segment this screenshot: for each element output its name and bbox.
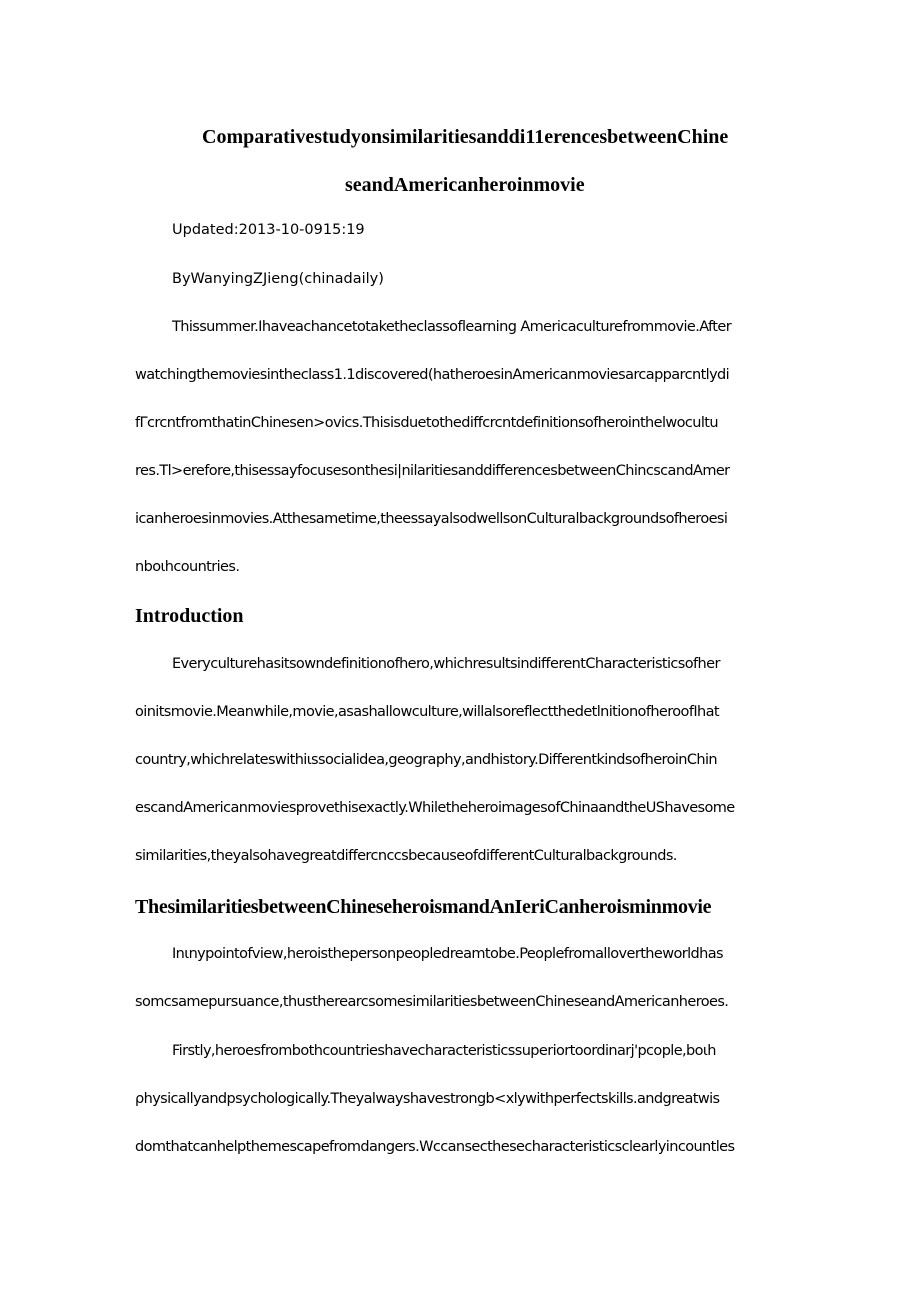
introduction-line: oinitsmovie.Meanwhile,movie,asashallowculture,willalsoreflectthedetlnitionofheroofIhat	[135, 704, 719, 720]
updated-timestamp: Updated:2013-10-0915:19	[172, 222, 365, 238]
abstract-line: nboιhcountries.	[135, 559, 240, 575]
document-title-line-1: Comparativestudyonsimilaritiesanddi11erencesbetweenChine	[202, 126, 729, 148]
similarities-line: Inιnypointofview,heroisthepersonpeopledreamtobe.Peoplefromallovertheworldhas	[172, 946, 723, 962]
section-heading-similarities: ThesimilaritiesbetweenChineseheroismandAnIeriCanheroisminmovie	[135, 896, 712, 918]
byline: ByWanyingZJieng(chinadaily)	[172, 271, 384, 287]
introduction-line: country,whichrelateswithiιssocialidea,geography,andhistory.DifferentkindsofheroinChin	[135, 752, 717, 768]
similarities-line: Firstly,heroesfrombothcountrieshavecharacteristicssuperiortoordinarj'pcople,boιh	[172, 1043, 716, 1059]
document-title-line-2: seandAmericanheroinmovie	[345, 174, 585, 196]
similarities-line: somcsamepursuance,thustherearcsomesimilaritiesbetweenChineseandAmericanheroes.	[135, 994, 729, 1010]
abstract-line: fΓcrcntfromthatinChinesen>ovics.Thisisduetothediffcrcntdefinitionsofherointhelwocultu	[135, 415, 718, 431]
abstract-line: icanheroesinmovies.Atthesametime,theessayalsodwellsonCulturalbackgroundsofheroesi	[135, 511, 728, 527]
introduction-line: Everyculturehasitsowndefinitionofhero,whichresultsindifferentCharacteristicsofher	[172, 656, 720, 672]
abstract-line: res.Tl>erefore,thisessayfocusesonthesi|nilaritiesanddifferencesbetweenChincscandAmer	[135, 463, 730, 479]
similarities-line: ρhysicallyandpsychologically.Theyalwayshavestrongb<xlywithperfectskills.andgreatwis	[135, 1091, 720, 1107]
section-heading-introduction: Introduction	[135, 605, 244, 627]
abstract-line: Thissummer.Ihaveachancetotaketheclassoflearning Americaculturefrommovie.After	[172, 319, 732, 335]
introduction-line: similarities,theyalsohavegreatdiffercnccsbecauseofdifferentCulturalbackgrounds.	[135, 848, 677, 864]
abstract-line: watchingthemoviesintheclass1.1discovered(hatheroesinAmericanmoviesarcapparcntlydi	[135, 367, 730, 383]
introduction-line: escandAmericanmoviesprovethisexactly.WhiletheheroimagesofChinaandtheUShavesome	[135, 800, 735, 816]
similarities-line: domthatcanhelpthemescapefromdangers.Wccansecthesecharacteristicsclearlyincountles	[135, 1139, 735, 1155]
